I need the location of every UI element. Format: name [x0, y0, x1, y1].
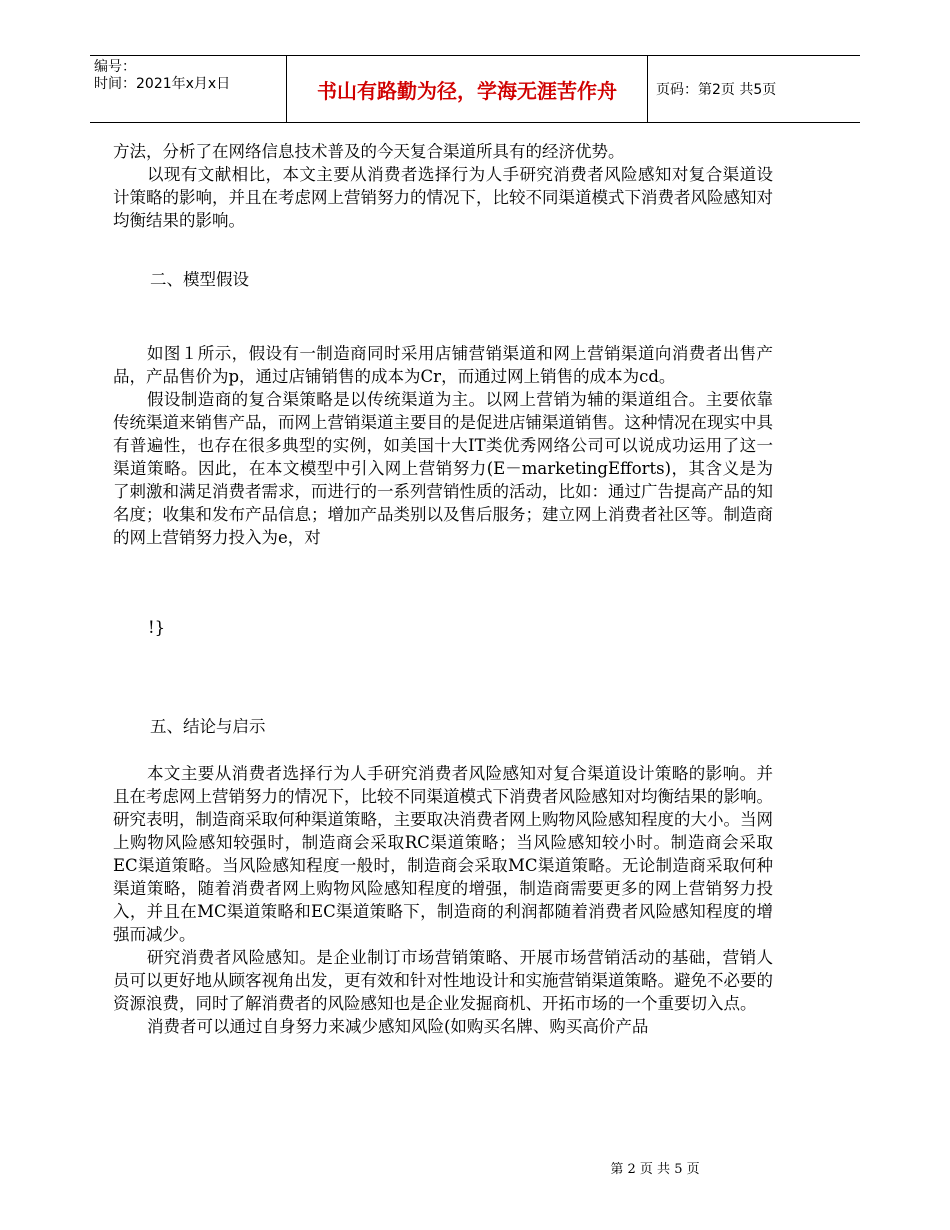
- header-meta: [90, 56, 286, 122]
- body-text-bottom: [113, 762, 773, 1038]
- paragraph: 研究消费者风险感知。是企业制订市场营销策略、开展市场营销活动的基础，营销人员可以更好地从顾客视角出发，更有效和针对性地设计和实施营销渠道策略。避免不必要的资源浪费，同时了解消费者的风险感知也是企业发掘商机、开拓市场的一个重要切入点。: [113, 948, 773, 1013]
- formula-fragment: !}: [148, 618, 166, 637]
- paragraph: 消费者可以通过自身努力来减少感知风险(如购买名牌、购买高价产品: [147, 1017, 649, 1036]
- paragraph: 以现有文献相比，本文主要从消费者选择行为人手研究消费者风险感知对复合渠道设计策略的影响，并且在考虑网上营销努力的情况下，比较不同渠道模式下消费者风险感知对均衡结果的影响。: [113, 165, 773, 230]
- header-divider: [647, 56, 648, 122]
- body-text-mid: [113, 342, 773, 549]
- header-motto: 书山有路勤为径，学海无涯苦作舟: [317, 78, 617, 103]
- section-heading-model: 二、模型假设: [150, 270, 249, 289]
- page-header: [90, 55, 860, 123]
- paragraph: 假设制造商的复合渠策略是以传统渠道为主。以网上营销为辅的渠道组合。主要依靠传统渠道来销售产品，而网上营销渠道主要目的是促进店铺渠道销售。这种情况在现实中具有普遍性，也存在很多典型的实例，如美国十大IT类优秀网络公司可以说成功运用了这一渠道策略。因此，在本文模型中引入网上营销努力(E－marketingEfforts)，其含义是为了刺激和满足消费者需求，而进行的一系列营销性质的活动，比如：通过广告提高产品的知名度；收集和发布产品信息；增加产品类别以及售后服务；建立网上消费者社区等。制造商的网上营销努力投入为e，对: [113, 390, 773, 547]
- header-page-info: 页码：第2页 共5页: [656, 82, 777, 98]
- number-label: 编号：: [94, 59, 136, 75]
- section-heading-conclusion: 五、结论与启示: [150, 717, 266, 736]
- body-text-top: [113, 140, 773, 232]
- page-footer: [0, 1158, 950, 1177]
- paragraph: 如图１所示，假设有一制造商同时采用店铺营销渠道和网上营销渠道向消费者出售产品，产品售价为p，通过店铺销售的成本为Cr，而通过网上销售的成本为cd。: [113, 344, 773, 386]
- paragraph: 本文主要从消费者选择行为人手研究消费者风险感知对复合渠道设计策略的影响。并且在考虑网上营销努力的情况下，比较不同渠道模式下消费者风险感知对均衡结果的影响。研究表明，制造商采取何种渠道策略，主要取决消费者网上购物风险感知程度的大小。当网上购物风险感知较强时，制造商会采取RC渠道策略；当风险感知较小时。制造商会采取EC渠道策略。当风险感知程度一般时，制造商会采取MC渠道策略。无论制造商采取何种渠道策略，随着消费者网上购物风险感知程度的增强，制造商需要更多的网上营销努力投入，并且在MC渠道策略和EC渠道策略下，制造商的利润都随着消费者风险感知程度的增强而减少。: [113, 764, 773, 944]
- paragraph: 方法，分析了在网络信息技术普及的今天复合渠道所具有的经济优势。: [113, 142, 625, 161]
- time-label: 时间：2021年x月x日: [94, 76, 231, 92]
- footer-page-number: 第 2 页 共 5 页: [610, 1162, 700, 1177]
